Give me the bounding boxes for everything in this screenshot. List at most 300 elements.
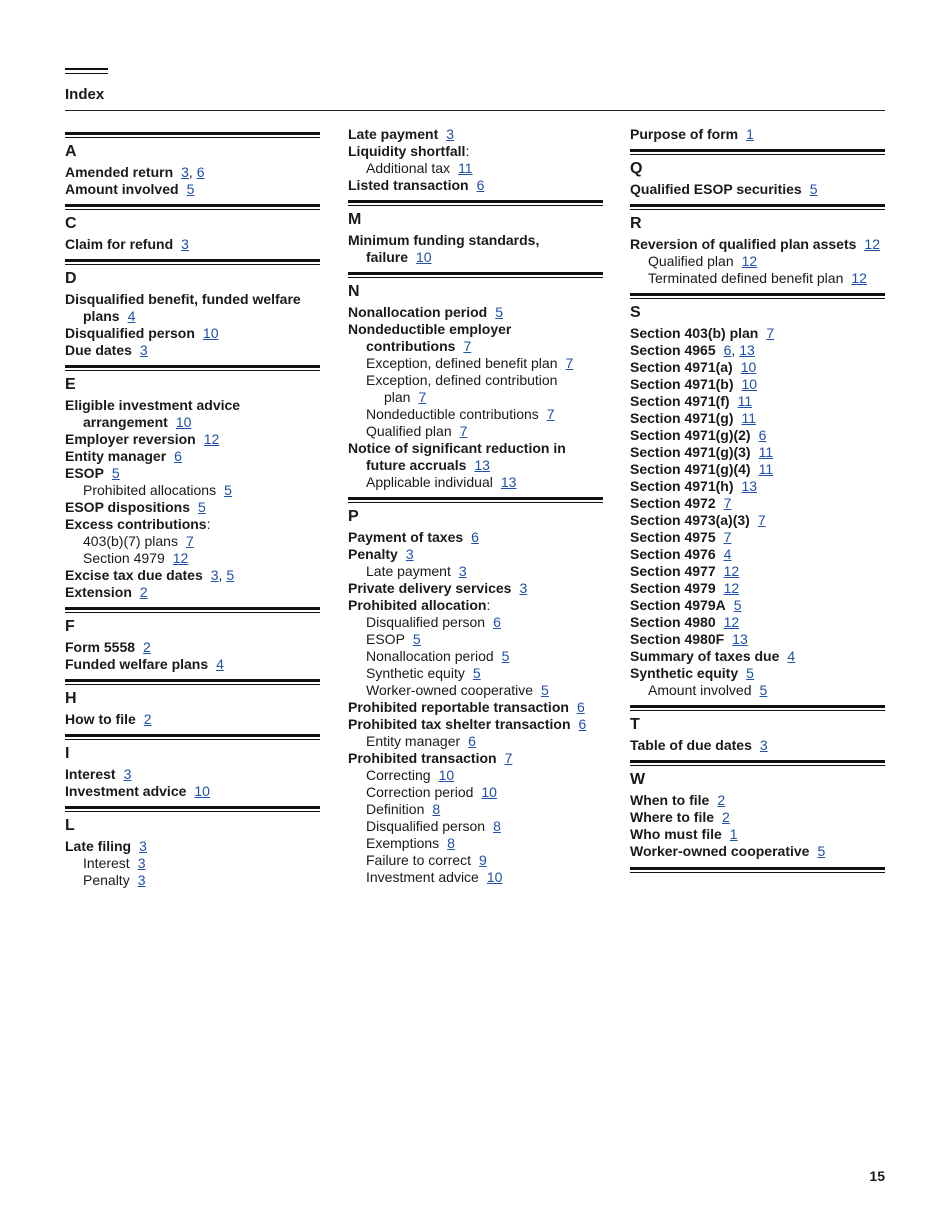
entry-term: Exemptions <box>366 835 440 851</box>
entry-term: Extension <box>65 584 132 600</box>
index-subentry <box>348 665 603 682</box>
page-link[interactable]: 11 <box>737 393 753 409</box>
index-entry <box>630 427 885 444</box>
entry-term: Disqualified benefit, funded welfare plans <box>65 291 301 324</box>
index-subentry <box>348 355 603 372</box>
entry-term: Section 4971(b) <box>630 376 734 392</box>
page-link[interactable]: 3 <box>137 855 146 871</box>
index-entry <box>630 563 885 580</box>
index-entry <box>348 232 603 266</box>
page-link[interactable]: 10 <box>202 325 219 341</box>
page-link[interactable]: 5 <box>541 682 549 698</box>
section-letter: C <box>65 215 77 232</box>
index-entry <box>630 597 885 614</box>
section-letter: P <box>348 508 359 525</box>
entry-term: Prohibited reportable transaction <box>348 699 569 715</box>
page-link[interactable]: 13 <box>739 342 755 358</box>
page-link[interactable]: 12 <box>172 550 189 566</box>
page-link[interactable]: 8 <box>493 818 501 834</box>
index-entry <box>630 478 885 495</box>
index-entry <box>630 181 885 198</box>
page-link[interactable]: 5 <box>746 665 754 681</box>
page-link[interactable]: 10 <box>194 783 210 799</box>
index-section <box>348 272 603 491</box>
page-link[interactable]: 10 <box>175 414 192 430</box>
page-link[interactable]: 6 <box>468 733 476 749</box>
page-link[interactable]: 4 <box>723 546 732 562</box>
header-rule <box>65 68 108 74</box>
entry-term: Employer reversion <box>65 431 196 447</box>
page-link[interactable]: 5 <box>412 631 421 647</box>
index-subentry <box>348 372 603 406</box>
page-link[interactable]: 11 <box>758 461 774 477</box>
index-entry <box>630 325 885 342</box>
index-subentry <box>348 474 603 491</box>
entry-term: Exception, defined benefit plan <box>366 355 558 371</box>
entry-term: Section 4979 <box>83 550 165 566</box>
index-entry <box>348 126 603 143</box>
entry-term: Nonallocation period <box>348 304 488 320</box>
page-link[interactable]: 5 <box>809 181 818 197</box>
entry-term: Nondeductible employer contributions <box>348 321 512 354</box>
page-link[interactable]: 5 <box>759 682 768 698</box>
page-link[interactable]: 8 <box>432 801 441 817</box>
page-link[interactable]: 12 <box>864 236 880 252</box>
page-link[interactable]: 7 <box>504 750 513 766</box>
entry-term: Additional tax <box>366 160 451 176</box>
index-end-rule <box>630 867 885 873</box>
entry-term: Disqualified person <box>366 614 486 630</box>
entry-term: Due dates <box>65 342 132 358</box>
page-link[interactable]: 7 <box>546 406 555 422</box>
section-rule <box>348 497 603 503</box>
entry-term: Amended return <box>65 164 174 180</box>
page-link[interactable]: 2 <box>139 584 148 600</box>
index-subentry <box>65 872 320 889</box>
index-subentry <box>630 270 885 287</box>
index-entry <box>630 809 885 826</box>
page-link[interactable]: 5 <box>186 181 195 197</box>
index-section <box>630 149 885 198</box>
index-entry <box>630 393 885 410</box>
page-link[interactable]: 3 <box>181 164 189 180</box>
index-entry <box>630 648 885 665</box>
index-section <box>65 607 320 673</box>
index-entry <box>630 126 885 143</box>
index-entry <box>630 665 885 682</box>
entry-term: Excess contributions <box>65 516 207 532</box>
page-link[interactable]: 3 <box>210 567 219 583</box>
entry-term: Correcting <box>366 767 431 783</box>
index-section <box>348 126 603 194</box>
page-link[interactable]: 12 <box>851 270 867 286</box>
entry-term: Qualified plan <box>648 253 734 269</box>
entry-term: Disqualified person <box>366 818 486 834</box>
index-section <box>65 204 320 253</box>
entry-term: Section 4971(g)(2) <box>630 427 751 443</box>
entry-term: Late payment <box>366 563 451 579</box>
entry-term: Who must file <box>630 826 722 842</box>
index-subentry <box>348 160 603 177</box>
page-link[interactable]: 6 <box>471 529 479 545</box>
section-rule <box>630 293 885 299</box>
entry-term: Entity manager <box>366 733 461 749</box>
index-section <box>65 806 320 889</box>
page-link[interactable]: 2 <box>143 639 151 655</box>
section-letter: S <box>630 304 641 321</box>
page-number: 15 <box>869 1168 885 1184</box>
page-link[interactable]: 3 <box>446 126 455 142</box>
page-link[interactable]: 10 <box>741 376 758 392</box>
index-entry <box>348 143 603 160</box>
entry-term: Terminated defined benefit plan <box>648 270 844 286</box>
index-subentry <box>348 835 603 852</box>
entry-term: Summary of taxes due <box>630 648 780 664</box>
index-entry <box>65 181 320 198</box>
page-link[interactable]: 6 <box>493 614 501 630</box>
entry-term: How to file <box>65 711 136 727</box>
page-link[interactable]: 4 <box>127 308 136 324</box>
page-link[interactable]: 12 <box>741 253 758 269</box>
section-rule <box>348 272 603 278</box>
index-entry <box>630 631 885 648</box>
index-entry <box>630 826 885 843</box>
section-rule <box>65 204 320 210</box>
page-link[interactable]: 11 <box>458 160 473 176</box>
entry-term: Prohibited allocation <box>348 597 487 613</box>
section-rule <box>348 200 603 206</box>
entry-term: Section 4979 <box>630 580 716 596</box>
page-link[interactable]: 3 <box>139 838 147 854</box>
index-entry <box>630 359 885 376</box>
index-entry <box>630 580 885 597</box>
entry-term: Section 4976 <box>630 546 716 562</box>
section-rule <box>65 734 320 740</box>
page-link[interactable]: 11 <box>741 410 757 426</box>
section-rule <box>65 679 320 685</box>
entry-term: Eligible investment advice arrangement <box>65 397 241 430</box>
entry-term: Investment advice <box>65 783 187 799</box>
index-subentry <box>348 784 603 801</box>
index-entry <box>65 639 320 656</box>
page-link[interactable]: 8 <box>447 835 455 851</box>
index-entry <box>630 512 885 529</box>
index-entry <box>65 236 320 253</box>
page-link[interactable]: 5 <box>733 597 742 613</box>
page-separator: , <box>218 567 227 583</box>
entry-term: Funded welfare plans <box>65 656 209 672</box>
entry-term: Entity manager <box>65 448 167 464</box>
entry-term: Purpose of form <box>630 126 739 142</box>
index-subentry <box>348 767 603 784</box>
index-entry <box>630 546 885 563</box>
page-link[interactable]: 4 <box>787 648 796 664</box>
page-link[interactable]: 5 <box>501 648 510 664</box>
page-link[interactable]: 6 <box>578 716 587 732</box>
index-entry <box>65 783 320 800</box>
page-link[interactable]: 3 <box>519 580 528 596</box>
page-link[interactable]: 3 <box>181 236 189 252</box>
section-rule <box>65 259 320 265</box>
index-subentry <box>348 818 603 835</box>
index-entry <box>348 546 603 563</box>
index-entry <box>630 529 885 546</box>
entry-term: Late filing <box>65 838 132 854</box>
page-link[interactable]: 3 <box>458 563 467 579</box>
page-link[interactable]: 9 <box>479 852 487 868</box>
index-subentry <box>65 550 320 567</box>
index-entry <box>630 342 885 359</box>
section-rule <box>630 149 885 155</box>
page-link[interactable]: 10 <box>481 784 497 800</box>
page-link[interactable]: 5 <box>111 465 120 481</box>
page-link[interactable]: 3 <box>139 342 148 358</box>
index-column-1 <box>65 126 320 889</box>
entry-term: Notice of significant reduction in future accruals <box>348 440 566 473</box>
index-section <box>630 705 885 754</box>
index-subentry <box>348 563 603 580</box>
entry-term: Section 4971(g) <box>630 410 734 426</box>
index-entry <box>348 580 603 597</box>
page-link[interactable]: 13 <box>732 631 748 647</box>
index-entry <box>65 397 320 431</box>
entry-term: Prohibited tax shelter transaction <box>348 716 571 732</box>
page-link[interactable]: 12 <box>723 614 740 630</box>
index-entry <box>65 584 320 601</box>
entry-term: Disqualified person <box>65 325 195 341</box>
page-link[interactable]: 7 <box>185 533 194 549</box>
page-link[interactable]: 6 <box>174 448 182 464</box>
page-link[interactable]: 3 <box>759 737 768 753</box>
title-divider <box>65 110 885 111</box>
page-link[interactable]: 5 <box>198 499 206 515</box>
page-link[interactable]: 13 <box>500 474 517 490</box>
section-letter: Q <box>630 160 643 177</box>
page-link[interactable]: 7 <box>463 338 472 354</box>
index-entry <box>65 448 320 465</box>
entry-colon: : <box>465 143 470 159</box>
index-entry <box>65 766 320 783</box>
entry-term: Minimum funding standards, failure <box>348 232 540 265</box>
index-entry <box>65 342 320 359</box>
entry-term: Qualified plan <box>366 423 452 439</box>
page-link[interactable]: 7 <box>459 423 468 439</box>
page-link[interactable]: 7 <box>723 495 732 511</box>
page-link[interactable]: 3 <box>137 872 146 888</box>
entry-term: Applicable individual <box>366 474 493 490</box>
page-link[interactable]: 5 <box>495 304 504 320</box>
index-entry <box>65 431 320 448</box>
entry-term: Section 4971(g)(4) <box>630 461 751 477</box>
entry-term: Section 4975 <box>630 529 716 545</box>
index-subentry <box>348 648 603 665</box>
section-rule <box>65 806 320 812</box>
page-link[interactable]: 12 <box>723 580 740 596</box>
index-entry <box>348 716 603 733</box>
index-subentry <box>630 682 885 699</box>
entry-term: Where to file <box>630 809 715 825</box>
page-link[interactable]: 13 <box>741 478 758 494</box>
section-letter: F <box>65 618 75 635</box>
page-link[interactable]: 5 <box>817 843 826 859</box>
index-entry <box>630 737 885 754</box>
index-section <box>348 497 603 886</box>
entry-term: Failure to correct <box>366 852 472 868</box>
entry-term: Investment advice <box>366 869 479 885</box>
page-link[interactable]: 12 <box>203 431 220 447</box>
index-entry <box>630 614 885 631</box>
index-entry <box>65 164 320 181</box>
page-link[interactable]: 2 <box>717 792 726 808</box>
index-entry <box>65 516 320 533</box>
entry-term: Penalty <box>348 546 398 562</box>
index-entry <box>65 656 320 673</box>
page-link[interactable]: 6 <box>758 427 767 443</box>
entry-term: Reversion of qualified plan assets <box>630 236 857 252</box>
page-link[interactable]: 6 <box>476 177 485 193</box>
entry-term: Payment of taxes <box>348 529 464 545</box>
index-section <box>630 204 885 287</box>
index-entry <box>630 236 885 253</box>
page-link[interactable]: 3 <box>405 546 414 562</box>
section-rule <box>630 705 885 711</box>
section-rule <box>65 365 320 371</box>
entry-term: Section 4971(h) <box>630 478 734 494</box>
entry-term: Section 4973(a)(3) <box>630 512 750 528</box>
index-section <box>630 126 885 143</box>
entry-term: Table of due dates <box>630 737 752 753</box>
entry-term: Section 4972 <box>630 495 716 511</box>
entry-term: Nondeductible contributions <box>366 406 539 422</box>
index-subentry <box>348 614 603 631</box>
entry-term: Interest <box>83 855 130 871</box>
page-link[interactable]: 5 <box>226 567 235 583</box>
entry-term: Interest <box>65 766 116 782</box>
entry-term: Section 4971(g)(3) <box>630 444 751 460</box>
entry-term: Section 4971(f) <box>630 393 730 409</box>
page-link[interactable]: 10 <box>438 767 455 783</box>
index-entry <box>65 838 320 855</box>
page-link[interactable]: 7 <box>766 325 775 341</box>
entry-term: Correction period <box>366 784 474 800</box>
section-rule <box>65 132 320 138</box>
entry-colon: : <box>486 597 491 613</box>
page-link[interactable]: 7 <box>723 529 732 545</box>
index-section <box>65 679 320 728</box>
page-link[interactable]: 10 <box>486 869 503 885</box>
section-letter: T <box>630 716 640 733</box>
page-link[interactable]: 6 <box>196 164 205 180</box>
section-letter: W <box>630 771 646 788</box>
entry-term: Prohibited allocations <box>83 482 217 498</box>
page-separator: , <box>731 342 740 358</box>
index-entry <box>630 792 885 809</box>
entry-term: Private delivery services <box>348 580 512 596</box>
index-section <box>630 293 885 699</box>
index-entry <box>630 444 885 461</box>
entry-term: Qualified ESOP securities <box>630 181 802 197</box>
entry-term: Prohibited transaction <box>348 750 497 766</box>
page-link[interactable]: 2 <box>143 711 152 727</box>
index-section <box>65 365 320 601</box>
index-entry <box>630 376 885 393</box>
entry-term: Late payment <box>348 126 439 142</box>
index-entry <box>630 843 885 860</box>
page-link[interactable]: 6 <box>723 342 732 358</box>
entry-term: Worker-owned cooperative <box>630 843 810 859</box>
page-link[interactable]: 10 <box>740 359 757 375</box>
page-link[interactable]: 5 <box>472 665 481 681</box>
page-link[interactable]: 7 <box>757 512 766 528</box>
section-letter: L <box>65 817 75 834</box>
page-link[interactable]: 10 <box>416 249 432 265</box>
index-entry <box>348 304 603 321</box>
page-link[interactable]: 5 <box>224 482 232 498</box>
page-link[interactable]: 1 <box>746 126 754 142</box>
entry-term: Section 4979A <box>630 597 726 613</box>
section-letter: R <box>630 215 642 232</box>
page-link[interactable]: 7 <box>565 355 574 371</box>
index-subentry <box>348 423 603 440</box>
entry-term: Listed transaction <box>348 177 469 193</box>
index-entry <box>65 291 320 325</box>
entry-term: Definition <box>366 801 425 817</box>
page-link[interactable]: 3 <box>123 766 132 782</box>
entry-term: Amount involved <box>65 181 179 197</box>
index-column-3 <box>630 126 885 873</box>
index-subentry <box>65 855 320 872</box>
index-entry <box>630 461 885 478</box>
entry-term: Nonallocation period <box>366 648 494 664</box>
index-subentry <box>348 631 603 648</box>
index-subentry <box>348 852 603 869</box>
page-link[interactable]: 1 <box>729 826 738 842</box>
entry-term: Amount involved <box>648 682 752 698</box>
entry-term: ESOP dispositions <box>65 499 190 515</box>
index-entry <box>630 495 885 512</box>
page-link[interactable]: 4 <box>216 656 224 672</box>
index-entry <box>65 325 320 342</box>
entry-term: Section 4977 <box>630 563 716 579</box>
index-entry <box>348 699 603 716</box>
page-link[interactable]: 2 <box>722 809 730 825</box>
page-link[interactable]: 12 <box>723 563 740 579</box>
entry-term: Claim for refund <box>65 236 174 252</box>
page-link[interactable]: 11 <box>758 444 774 460</box>
index-entry <box>630 410 885 427</box>
index-subentry <box>348 733 603 750</box>
section-letter: H <box>65 690 77 707</box>
section-letter: M <box>348 211 362 228</box>
section-letter: A <box>65 143 77 160</box>
index-section <box>65 132 320 198</box>
page-link[interactable]: 7 <box>418 389 427 405</box>
entry-term: Section 403(b) plan <box>630 325 759 341</box>
page-separator: , <box>188 164 197 180</box>
index-entry <box>65 465 320 482</box>
index-column-2 <box>348 126 603 886</box>
section-letter: D <box>65 270 77 287</box>
entry-term: Liquidity shortfall <box>348 143 466 159</box>
page-link[interactable]: 13 <box>474 457 490 473</box>
section-letter: E <box>65 376 76 393</box>
entry-term: Form 5558 <box>65 639 136 655</box>
page-title: Index <box>65 86 105 103</box>
index-subentry <box>348 406 603 423</box>
entry-term: Section 4965 <box>630 342 716 358</box>
entry-term: ESOP <box>65 465 104 481</box>
page-link[interactable]: 6 <box>576 699 585 715</box>
